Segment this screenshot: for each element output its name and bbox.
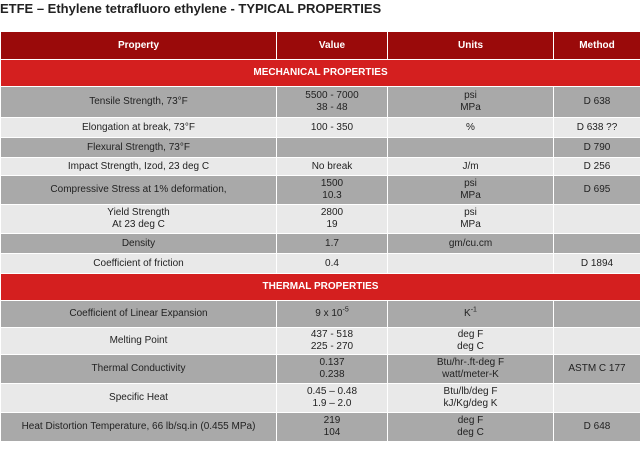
superscript: -5 <box>342 306 349 314</box>
cell-property <box>1 138 277 158</box>
cell-text: 219 <box>323 415 341 426</box>
cell-property <box>1 328 277 355</box>
cell-method <box>554 138 640 158</box>
cell-text: Heat Distortion Temperature, 66 lb/sq.in (0.455 MPa) <box>21 421 256 432</box>
cell-text: Coefficient of friction <box>93 257 184 269</box>
cell-method <box>554 254 640 274</box>
table-row <box>1 118 640 138</box>
cell-property <box>1 234 277 254</box>
cell-text: D 638 ?? <box>576 121 618 133</box>
cell-text: 5500 - 7000 <box>305 90 359 101</box>
section-row <box>1 60 640 87</box>
cell-value <box>277 301 388 328</box>
cell-value <box>277 384 388 413</box>
cell-text: MPa <box>460 219 481 230</box>
cell-value <box>277 234 388 254</box>
table-header-row <box>1 32 640 60</box>
cell-units <box>388 176 554 205</box>
cell-text: kJ/Kg/deg K <box>443 398 498 409</box>
cell-text: 9 x $10^{-5}$ <box>315 306 349 319</box>
cell-units <box>388 254 554 274</box>
table-row <box>1 301 640 328</box>
cell-method <box>554 176 640 205</box>
cell-text: D 256 <box>583 160 611 172</box>
cell-text: psi <box>464 207 477 218</box>
cell-units <box>388 205 554 234</box>
cell-units <box>388 87 554 118</box>
cell-text: 100 - 350 <box>310 121 354 133</box>
cell-units <box>388 384 554 413</box>
cell-units <box>388 301 554 328</box>
cell-text: watt/meter-K <box>442 369 499 380</box>
cell-property <box>1 355 277 384</box>
cell-units <box>388 328 554 355</box>
table-row <box>1 87 640 118</box>
cell-text: Impact Strength, Izod, 23 deg C <box>67 160 210 172</box>
cell-value <box>277 118 388 138</box>
cell-text: Coefficient of Linear Expansion <box>69 308 208 319</box>
cell-text: gm/cu.cm <box>448 237 493 249</box>
cell-text: 104 <box>323 427 341 438</box>
section-title: MECHANICAL PROPERTIES <box>1 60 640 87</box>
table-body <box>1 60 640 442</box>
cell-text: Btu/hr-.ft-deg F <box>436 357 505 368</box>
cell-value <box>277 158 388 176</box>
cell-method <box>554 87 640 118</box>
cell-text: D 695 <box>583 184 611 195</box>
cell-value <box>277 87 388 118</box>
table-row <box>1 355 640 384</box>
cell-method <box>554 301 640 328</box>
cell-text: No break <box>311 160 353 172</box>
cell-text: Density <box>121 237 156 249</box>
cell-method <box>554 328 640 355</box>
cell-value <box>277 138 388 158</box>
cell-property <box>1 384 277 413</box>
cell-text: 38 - 48 <box>316 102 348 113</box>
cell-property <box>1 413 277 442</box>
cell-text: 1.7 <box>325 237 339 249</box>
cell-method <box>554 205 640 234</box>
cell-text: 10.3 <box>322 190 342 201</box>
cell-property <box>1 87 277 118</box>
cell-text: deg C <box>457 341 484 352</box>
cell-units <box>388 234 554 254</box>
cell-value <box>277 328 388 355</box>
cell-text: Elongation at break, 73°F <box>82 121 195 133</box>
cell-method <box>554 158 640 176</box>
cell-text: 19 <box>326 219 338 230</box>
table-row <box>1 158 640 176</box>
cell-property <box>1 158 277 176</box>
cell-property <box>1 205 277 234</box>
cell-text: D 648 <box>583 421 611 432</box>
cell-text: 0.238 <box>319 369 345 380</box>
cell-property <box>1 301 277 328</box>
table-row <box>1 138 640 158</box>
cell-units <box>388 158 554 176</box>
cell-value <box>277 176 388 205</box>
cell-text: Btu/lb/deg F <box>443 386 498 397</box>
table-row <box>1 328 640 355</box>
cell-units <box>388 413 554 442</box>
cell-text: 1500 <box>320 178 344 189</box>
cell-property <box>1 176 277 205</box>
cell-method <box>554 118 640 138</box>
table-row <box>1 205 640 234</box>
cell-text: Compressive Stress at 1% deformation, <box>50 184 227 195</box>
cell-text: % <box>466 121 475 133</box>
cell-text: 0.45 – 0.48 <box>306 386 358 397</box>
cell-text: 1.9 – 2.0 <box>312 398 352 409</box>
cell-text: $K^{-1}$ <box>464 306 477 319</box>
section-title: THERMAL PROPERTIES <box>1 274 640 301</box>
cell-text: Thermal Conductivity <box>91 363 186 374</box>
page-title: ETFE – Ethylene tetrafluoro ethylene - TYPICAL PROPERTIES <box>0 1 382 16</box>
cell-text: 2800 <box>320 207 344 218</box>
cell-text: deg F <box>457 329 484 340</box>
table-row <box>1 234 640 254</box>
cell-method <box>554 413 640 442</box>
cell-value <box>277 413 388 442</box>
cell-text: Flexural Strength, 73°F <box>87 141 190 153</box>
cell-text: J/m <box>462 160 479 172</box>
table-row <box>1 176 640 205</box>
cell-text: MPa <box>460 190 481 201</box>
cell-text: 0.137 <box>319 357 345 368</box>
column-header-property: Property <box>1 32 277 60</box>
column-header-value: Value <box>277 32 388 60</box>
column-header-method: Method <box>554 32 640 60</box>
cell-text: At 23 deg C <box>112 219 165 230</box>
section-row <box>1 274 640 301</box>
cell-units <box>388 118 554 138</box>
table-row <box>1 384 640 413</box>
cell-text: 437 - 518 <box>310 329 354 340</box>
cell-text: Specific Heat <box>109 392 168 403</box>
cell-text: ASTM C 177 <box>568 363 626 374</box>
cell-text: deg C <box>457 427 484 438</box>
column-header-units: Units <box>388 32 554 60</box>
cell-method <box>554 384 640 413</box>
cell-method <box>554 234 640 254</box>
properties-table <box>0 31 640 442</box>
cell-text: deg F <box>457 415 484 426</box>
cell-text: Tensile Strength, 73°F <box>89 96 188 107</box>
table-row <box>1 254 640 274</box>
superscript: -1 <box>470 306 477 314</box>
cell-value <box>277 355 388 384</box>
cell-text: D 790 <box>583 141 611 153</box>
cell-text: D 1894 <box>580 257 614 269</box>
cell-text: MPa <box>460 102 481 113</box>
cell-text: Melting Point <box>109 335 168 346</box>
cell-text: D 638 <box>583 96 611 107</box>
cell-text: 225 - 270 <box>310 341 354 352</box>
cell-property <box>1 118 277 138</box>
cell-value <box>277 205 388 234</box>
cell-property <box>1 254 277 274</box>
cell-text: 0.4 <box>325 257 339 269</box>
cell-value <box>277 254 388 274</box>
cell-units <box>388 138 554 158</box>
cell-text: Yield Strength <box>107 207 170 218</box>
cell-text: psi <box>464 90 477 101</box>
cell-units <box>388 355 554 384</box>
cell-text: psi <box>464 178 477 189</box>
cell-method <box>554 355 640 384</box>
table-row <box>1 413 640 442</box>
